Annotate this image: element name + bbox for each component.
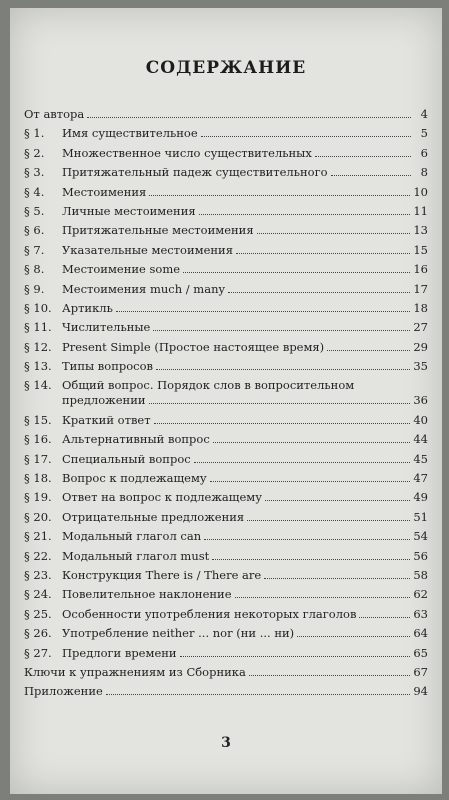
toc-entry-number: § 9. [24, 281, 45, 296]
toc-entry [24, 379, 428, 392]
dot-leader [213, 442, 411, 443]
dot-leader [153, 330, 410, 331]
toc-entry [24, 530, 428, 543]
toc-entry-continuation [24, 394, 428, 407]
dot-leader [156, 369, 410, 370]
dot-leader [199, 214, 411, 215]
toc-entry-number: § 3. [24, 165, 45, 180]
toc-entry-number: § 11. [24, 320, 52, 335]
toc-entry [24, 414, 428, 427]
toc-entry-page: 54 [413, 529, 428, 544]
toc-entry-page: 6 [420, 145, 428, 160]
toc-entry-page: 8 [420, 165, 428, 180]
toc-entry-title: Местоимения [62, 184, 147, 199]
toc-entry [24, 627, 428, 640]
toc-entry-title: Местоимение some [62, 262, 181, 277]
toc-entry-page: 44 [413, 432, 428, 447]
toc-entry-page: 36 [413, 393, 428, 408]
toc-entry-title: От автора [24, 107, 85, 121]
dot-leader [257, 233, 411, 234]
book-page [10, 8, 442, 794]
toc-entry [24, 263, 428, 276]
toc-entry [24, 453, 428, 466]
toc-entry [24, 224, 428, 237]
dot-leader [359, 617, 410, 618]
toc-entry-title: Притяжательные местоимения [62, 223, 254, 238]
toc-entry [24, 166, 428, 179]
toc-entry [24, 685, 428, 698]
toc-entry-page: 15 [413, 242, 428, 257]
toc-entry-number: § 4. [24, 184, 45, 199]
toc-entry-title: Имя существительное [62, 126, 198, 141]
toc-entry-number: § 17. [24, 451, 52, 466]
dot-leader [297, 636, 410, 637]
toc-entry-title: Типы вопросов [62, 359, 153, 374]
dot-leader [247, 520, 410, 521]
toc-entry-number: § 7. [24, 242, 45, 257]
dot-leader [331, 175, 411, 176]
toc-entry [24, 147, 428, 160]
dot-leader [264, 578, 410, 579]
toc-entry-number: § 27. [24, 645, 52, 660]
toc-entry-title: Множественное число существительных [62, 145, 312, 160]
toc-entry [24, 550, 428, 563]
toc-entry-page: 56 [413, 548, 428, 563]
toc-entry-page: 58 [413, 567, 428, 582]
toc-entry-title: Конструкция There is / There are [62, 567, 262, 582]
toc-entry-number: § 21. [24, 529, 52, 544]
toc-entry-number: § 24. [24, 587, 52, 602]
toc-entry [24, 302, 428, 315]
toc-entry-page: 67 [413, 664, 428, 679]
dot-leader [106, 694, 411, 695]
toc-entry-number: § 6. [24, 223, 45, 238]
dot-leader [183, 272, 410, 273]
toc-entry-title: предложении [62, 393, 146, 408]
toc-entry-title: Краткий ответ [62, 412, 151, 427]
dot-leader [180, 656, 411, 657]
dot-leader [154, 423, 411, 424]
toc-entry-page: 29 [413, 339, 428, 354]
toc-entry-title: Местоимения much / many [62, 281, 225, 296]
toc-entry [24, 186, 428, 199]
dot-leader [194, 462, 411, 463]
toc-entry-page: 17 [413, 281, 428, 296]
toc-entry-page: 51 [413, 509, 428, 524]
toc-entry-title: Отрицательные предложения [62, 509, 245, 524]
dot-leader [116, 311, 411, 312]
toc-entry-title: Указательные местоимения [62, 242, 233, 257]
toc-entry-title: Личные местоимения [62, 203, 196, 218]
toc-entry-page: 11 [413, 203, 428, 218]
toc-entry [24, 433, 428, 446]
toc-entry-page: 5 [420, 126, 428, 141]
toc-entry [24, 341, 428, 354]
toc-entry-page: 10 [413, 184, 428, 199]
toc-entry-number: § 15. [24, 412, 52, 427]
toc-entry [24, 666, 428, 679]
toc-entry-title: Числительные [62, 320, 151, 335]
toc-entry-title: Специальный вопрос [62, 451, 191, 466]
toc-entry-title: Употребление neither ... nor (ни ... ни) [62, 626, 295, 641]
toc-entry [24, 647, 428, 660]
toc-entry-number: § 10. [24, 300, 52, 315]
toc-entry [24, 608, 428, 621]
dot-leader [249, 675, 411, 676]
dot-leader [265, 500, 410, 501]
toc-entry [24, 321, 428, 334]
toc-entry-number: § 18. [24, 471, 52, 486]
toc-entry [24, 511, 428, 524]
toc-entry-title: Ключи к упражнениям из Сборника [24, 664, 246, 679]
toc-entry-number: § 20. [24, 509, 52, 524]
toc-entry-number: § 23. [24, 567, 52, 582]
page-title: СОДЕРЖАНИЕ [145, 58, 307, 78]
toc-entry-number: § 22. [24, 548, 52, 563]
toc-entry-page: 35 [413, 359, 428, 374]
toc-entry [24, 491, 428, 504]
toc-entry [24, 283, 428, 296]
toc-entry-number: § 25. [24, 606, 52, 621]
dot-leader [149, 195, 410, 196]
toc-entry-page: 4 [420, 107, 428, 121]
toc-entry-title: Ответ на вопрос к подлежащему [62, 490, 262, 505]
toc-entry-title: Present Simple (Простое настоящее время) [62, 339, 325, 354]
toc-entry-title: Предлоги времени [62, 645, 177, 660]
toc-entry [24, 472, 428, 485]
toc-entry-page: 16 [413, 262, 428, 277]
toc-entry-number: § 2. [24, 145, 45, 160]
dot-leader [235, 597, 411, 598]
toc-entry [24, 360, 428, 373]
toc-entry [24, 588, 428, 601]
dot-leader [87, 117, 411, 118]
toc-entry-title: Особенности употребления некоторых глаголов [62, 606, 357, 621]
dot-leader [212, 559, 410, 560]
dot-leader [201, 136, 411, 137]
dot-leader [327, 350, 410, 351]
dot-leader [228, 292, 410, 293]
toc-entry-page: 40 [413, 412, 428, 427]
toc-entry-page: 94 [413, 684, 428, 699]
toc-entry-title: Приложение [24, 684, 103, 699]
toc-entry-page: 64 [413, 626, 428, 641]
toc-entry-page: 18 [413, 300, 428, 315]
toc-entry-page: 62 [413, 587, 428, 602]
toc-entry-title: Общий вопрос. Порядок слов в вопросительном [62, 378, 355, 393]
toc-entry-page: 13 [413, 223, 428, 238]
toc-entry-page: 65 [413, 645, 428, 660]
toc-entry-number: § 1. [24, 126, 45, 141]
dot-leader [315, 156, 411, 157]
toc-entry-title: Альтернативный вопрос [62, 432, 210, 447]
toc-entry-title: Повелительное наклонение [62, 587, 232, 602]
toc-entry-number: § 14. [24, 378, 52, 393]
toc-entry-number: § 16. [24, 432, 52, 447]
toc-entry-page: 47 [413, 471, 428, 486]
toc-entry-page: 27 [413, 320, 428, 335]
toc-entry-number: § 8. [24, 262, 45, 277]
page-number: 3 [221, 735, 231, 751]
dot-leader [236, 253, 410, 254]
toc-entry-number: § 12. [24, 339, 52, 354]
dot-leader [204, 539, 410, 540]
dot-leader [149, 403, 411, 404]
toc-entry [24, 127, 428, 140]
toc-entry [24, 108, 428, 121]
toc-entry-number: § 5. [24, 203, 45, 218]
toc-entry-title: Модальный глагол can [62, 529, 202, 544]
toc-entry-title: Модальный глагол must [62, 548, 210, 563]
toc-entry [24, 244, 428, 257]
toc-entry-number: § 13. [24, 359, 52, 374]
toc-entry-title: Притяжательный падеж существительного [62, 165, 328, 180]
toc-entry-page: 49 [413, 490, 428, 505]
toc-entry-title: Вопрос к подлежащему [62, 471, 207, 486]
toc-entry-page: 45 [413, 451, 428, 466]
toc-entry-number: § 26. [24, 626, 52, 641]
table-of-contents [24, 108, 428, 705]
toc-entry [24, 569, 428, 582]
dot-leader [210, 481, 411, 482]
toc-entry [24, 205, 428, 218]
toc-entry-page: 63 [413, 606, 428, 621]
toc-entry-title: Артикль [62, 300, 113, 315]
toc-entry-number: § 19. [24, 490, 52, 505]
